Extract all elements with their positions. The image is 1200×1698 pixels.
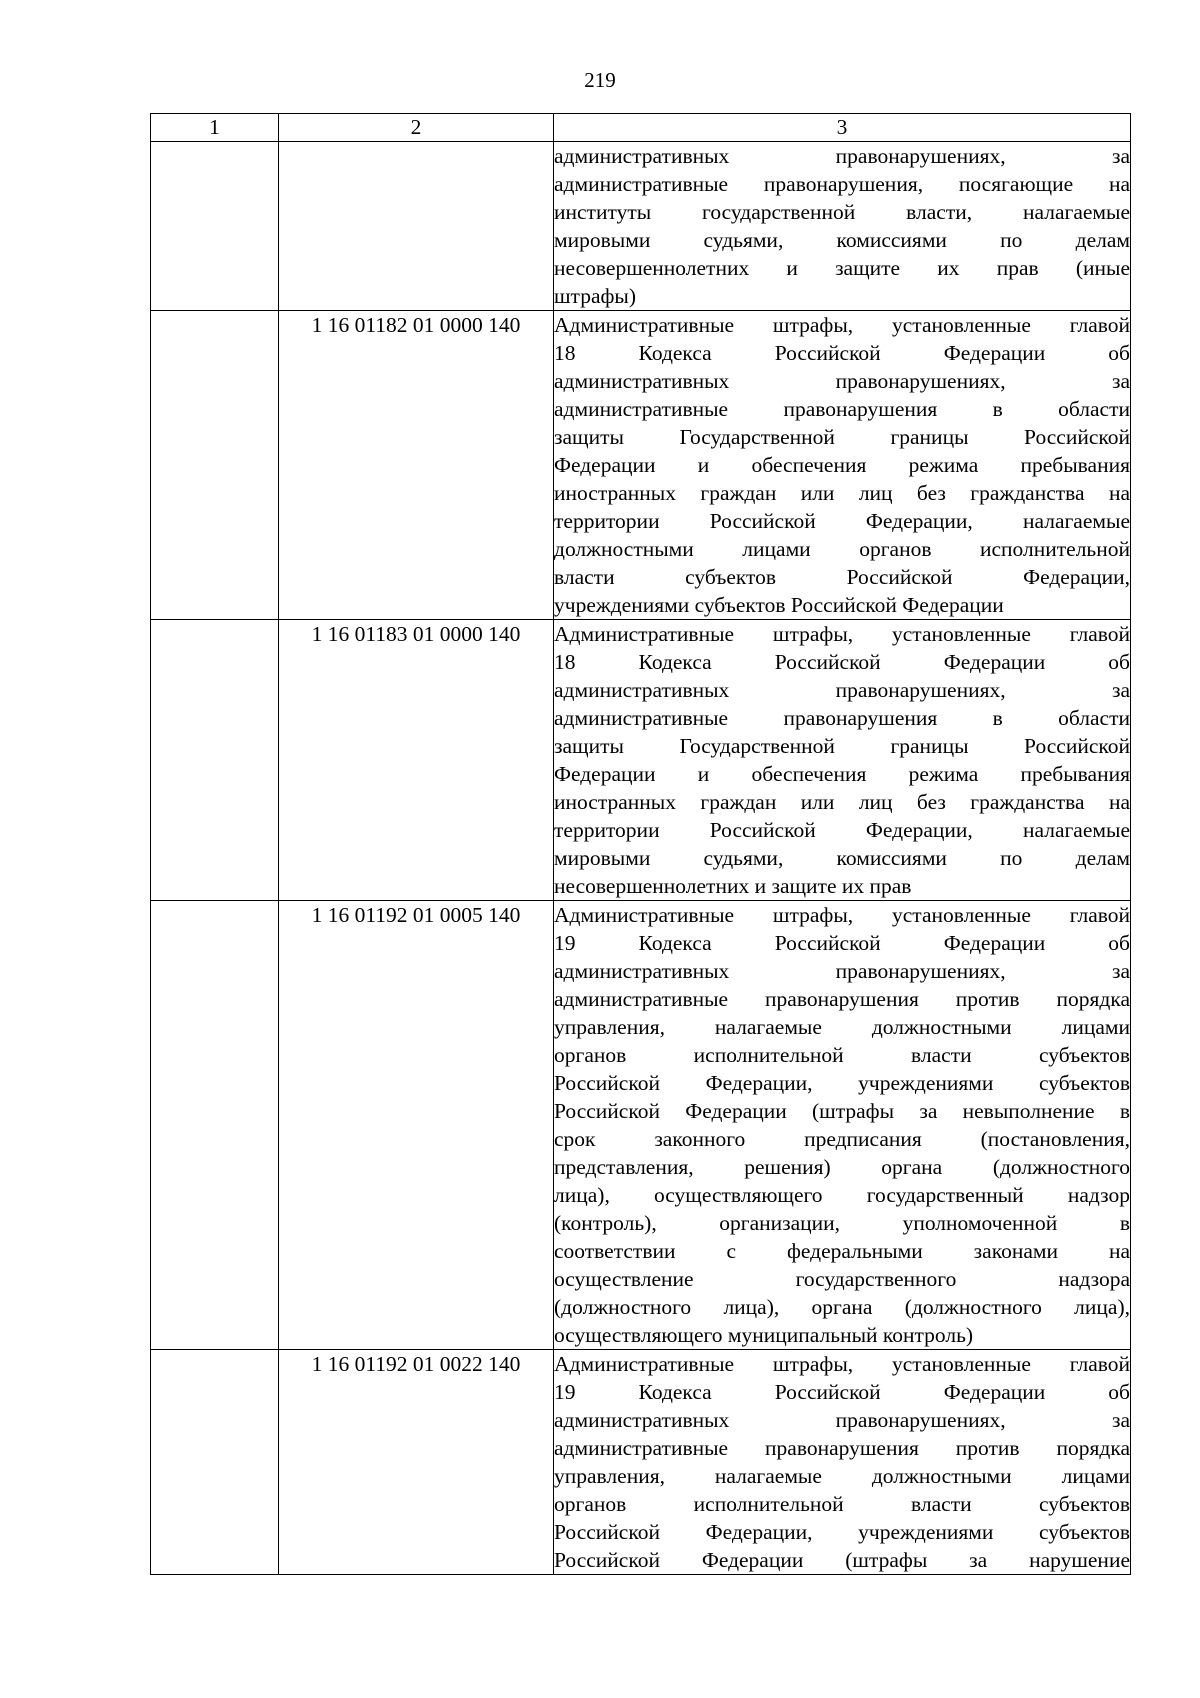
description-line: 18 Кодекса Российской Федерации об <box>554 650 1130 674</box>
description-line: учреждениями субъектов Российской Федерации <box>554 593 1004 617</box>
description-cell <box>554 1350 1131 1575</box>
description-line: Российской Федерации, учреждениями субъектов <box>554 1520 1130 1544</box>
budget-codes-table <box>150 113 1131 1575</box>
description-line: осуществляющего муниципальный контроль) <box>554 1323 974 1347</box>
description-line: административных правонарушениях, за <box>554 959 1130 983</box>
description-line: 19 Кодекса Российской Федерации об <box>554 1380 1130 1404</box>
description-line: Административные штрафы, установленные главой <box>554 622 1130 646</box>
description-line: представления, решения) органа (должностного <box>554 1155 1130 1179</box>
description-cell <box>554 901 1131 1350</box>
budget-code-cell: 1 16 01182 01 0000 140 <box>279 311 554 620</box>
header-col-1: 1 <box>151 114 279 142</box>
header-col-3: 3 <box>554 114 1131 142</box>
description-line: Российской Федерации (штрафы за нарушение <box>554 1548 1130 1572</box>
description-line: институты государственной власти, налагаемые <box>554 200 1130 224</box>
description-line: защиты Государственной границы Российской <box>554 734 1130 758</box>
description-line: Российской Федерации, учреждениями субъектов <box>554 1071 1130 1095</box>
description-line: защиты Государственной границы Российской <box>554 425 1130 449</box>
description-line: 18 Кодекса Российской Федерации об <box>554 341 1130 365</box>
description-line: Административные штрафы, установленные главой <box>554 313 1130 337</box>
description-line: административные правонарушения против порядка <box>554 987 1130 1011</box>
table-row <box>151 901 1131 1350</box>
page-number: 219 <box>584 68 616 92</box>
cell-col-1 <box>151 311 279 620</box>
description-line: 19 Кодекса Российской Федерации об <box>554 931 1130 955</box>
description-line: территории Российской Федерации, налагаемые <box>554 509 1130 533</box>
budget-code-cell: 1 16 01192 01 0022 140 <box>279 1350 554 1575</box>
table-row <box>151 620 1131 901</box>
budget-code-cell <box>279 142 554 311</box>
cell-col-1 <box>151 142 279 311</box>
table-row <box>151 311 1131 620</box>
description-line: административных правонарушениях, за <box>554 678 1130 702</box>
description-line: Федерации и обеспечения режима пребывания <box>554 453 1130 477</box>
description-line: штрафы) <box>554 284 637 308</box>
cell-col-1 <box>151 620 279 901</box>
description-line: административных правонарушениях, за <box>554 1408 1130 1432</box>
description-line: Административные штрафы, установленные главой <box>554 903 1130 927</box>
description-line: административные правонарушения против порядка <box>554 1436 1130 1460</box>
description-line: несовершеннолетних и защите их прав <box>554 874 912 898</box>
description-line: органов исполнительной власти субъектов <box>554 1043 1130 1067</box>
cell-col-1 <box>151 901 279 1350</box>
description-line: лица), осуществляющего государственный надзор <box>554 1183 1130 1207</box>
description-line: Административные штрафы, установленные главой <box>554 1352 1130 1376</box>
description-line: срок законного предписания (постановления, <box>554 1127 1130 1151</box>
table-header-row <box>151 114 1131 142</box>
table-body <box>151 142 1131 1575</box>
description-line: административных правонарушениях, за <box>554 144 1130 168</box>
header-col-2: 2 <box>279 114 554 142</box>
description-line: административные правонарушения в области <box>554 706 1130 730</box>
table-row <box>151 142 1131 311</box>
table-row <box>151 1350 1131 1575</box>
description-line: Российской Федерации (штрафы за невыполнение в <box>554 1099 1130 1123</box>
description-cell <box>554 142 1131 311</box>
description-line: осуществление государственного надзора <box>554 1267 1130 1291</box>
budget-code-cell: 1 16 01183 01 0000 140 <box>279 620 554 901</box>
description-line: несовершеннолетних и защите их прав (иные <box>554 256 1130 280</box>
description-line: управления, налагаемые должностными лицами <box>554 1464 1130 1488</box>
description-line: управления, налагаемые должностными лицами <box>554 1015 1130 1039</box>
description-line: административных правонарушениях, за <box>554 369 1130 393</box>
description-line: мировыми судьями, комиссиями по делам <box>554 228 1130 252</box>
budget-code-cell: 1 16 01192 01 0005 140 <box>279 901 554 1350</box>
description-cell <box>554 311 1131 620</box>
description-line: иностранных граждан или лиц без гражданства на <box>554 790 1130 814</box>
description-line: власти субъектов Российской Федерации, <box>554 565 1130 589</box>
cell-col-1 <box>151 1350 279 1575</box>
description-line: территории Российской Федерации, налагаемые <box>554 818 1130 842</box>
description-line: Федерации и обеспечения режима пребывания <box>554 762 1130 786</box>
description-line: органов исполнительной власти субъектов <box>554 1492 1130 1516</box>
description-line: (контроль), организации, уполномоченной в <box>554 1211 1130 1235</box>
description-line: административные правонарушения, посягающие на <box>554 172 1130 196</box>
description-line: (должностного лица), органа (должностного лица), <box>554 1295 1130 1319</box>
description-line: административные правонарушения в области <box>554 397 1130 421</box>
description-cell <box>554 620 1131 901</box>
description-line: соответствии с федеральными законами на <box>554 1239 1130 1263</box>
description-line: мировыми судьями, комиссиями по делам <box>554 846 1130 870</box>
description-line: иностранных граждан или лиц без гражданства на <box>554 481 1130 505</box>
description-line: должностными лицами органов исполнительной <box>554 537 1130 561</box>
